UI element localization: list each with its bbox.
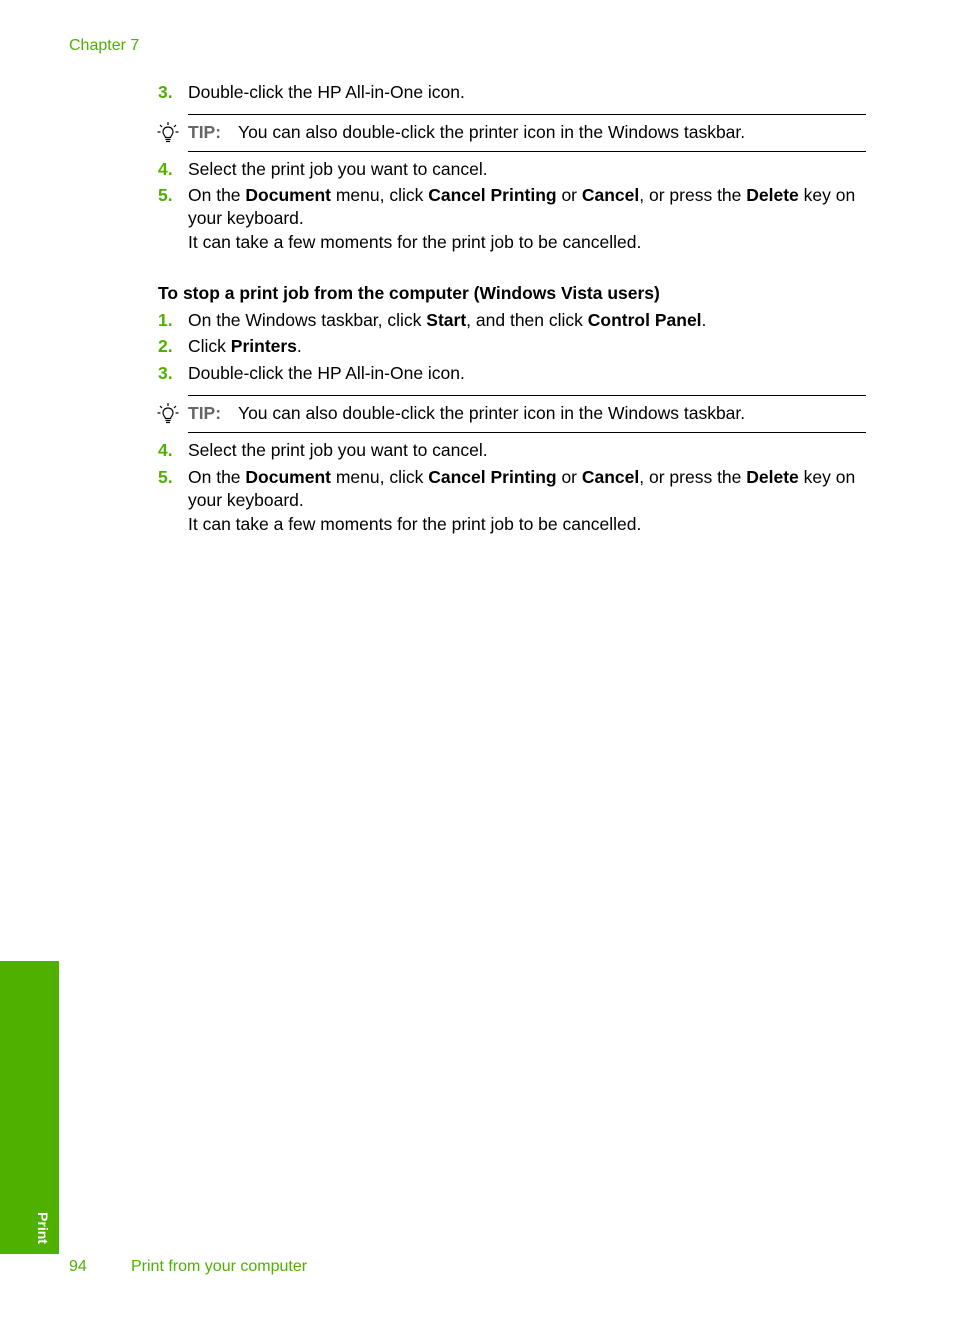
- step-number: 3.: [158, 82, 173, 102]
- tip-label: TIP:: [188, 122, 222, 142]
- step-number: 3.: [158, 363, 173, 383]
- step-note: It can take a few moments for the print job to be cancelled.: [188, 514, 642, 534]
- step-text: On the Windows taskbar, click Start, and then click Control Panel.: [188, 310, 707, 330]
- step-item: [158, 362, 868, 385]
- step-number: 4.: [158, 159, 173, 179]
- tip-text: You can also double-click the printer icon in the Windows taskbar.: [238, 122, 746, 142]
- chapter-header: Chapter 7: [69, 37, 140, 54]
- tip-box: [188, 395, 866, 433]
- page-number: 94: [69, 1258, 87, 1275]
- step-item: [158, 439, 868, 462]
- step-text: Double-click the HP All-in-One icon.: [188, 363, 465, 383]
- step-item: [158, 335, 868, 358]
- lightbulb-icon: [157, 402, 179, 426]
- step-item: [158, 158, 868, 181]
- step-item: [158, 466, 868, 536]
- step-number: 4.: [158, 440, 173, 460]
- step-item: [158, 309, 868, 332]
- tip-box: [188, 114, 866, 152]
- lightbulb-icon: [157, 121, 179, 145]
- step-text: On the Document menu, click Cancel Printing or Cancel, or press the Delete key on your keyboard.: [188, 185, 856, 228]
- side-tab-label: Print: [35, 1212, 51, 1244]
- step-number: 1.: [158, 310, 173, 330]
- step-note: It can take a few moments for the print job to be cancelled.: [188, 232, 642, 252]
- side-tab: [0, 961, 59, 1254]
- step-text: On the Document menu, click Cancel Printing or Cancel, or press the Delete key on your keyboard.: [188, 467, 856, 510]
- step-item: [158, 184, 868, 254]
- step-text: Double-click the HP All-in-One icon.: [188, 82, 465, 102]
- section-heading: To stop a print job from the computer (Windows Vista users): [158, 283, 660, 303]
- tip-label: TIP:: [188, 403, 222, 423]
- tip-text: You can also double-click the printer icon in the Windows taskbar.: [238, 403, 746, 423]
- step-text: Select the print job you want to cancel.: [188, 440, 488, 460]
- step-text: Select the print job you want to cancel.: [188, 159, 488, 179]
- footer-title: Print from your computer: [131, 1258, 308, 1275]
- step-number: 5.: [158, 467, 173, 487]
- step-item: [158, 81, 868, 104]
- step-text: Click Printers.: [188, 336, 302, 356]
- step-number: 2.: [158, 336, 173, 356]
- step-number: 5.: [158, 185, 173, 205]
